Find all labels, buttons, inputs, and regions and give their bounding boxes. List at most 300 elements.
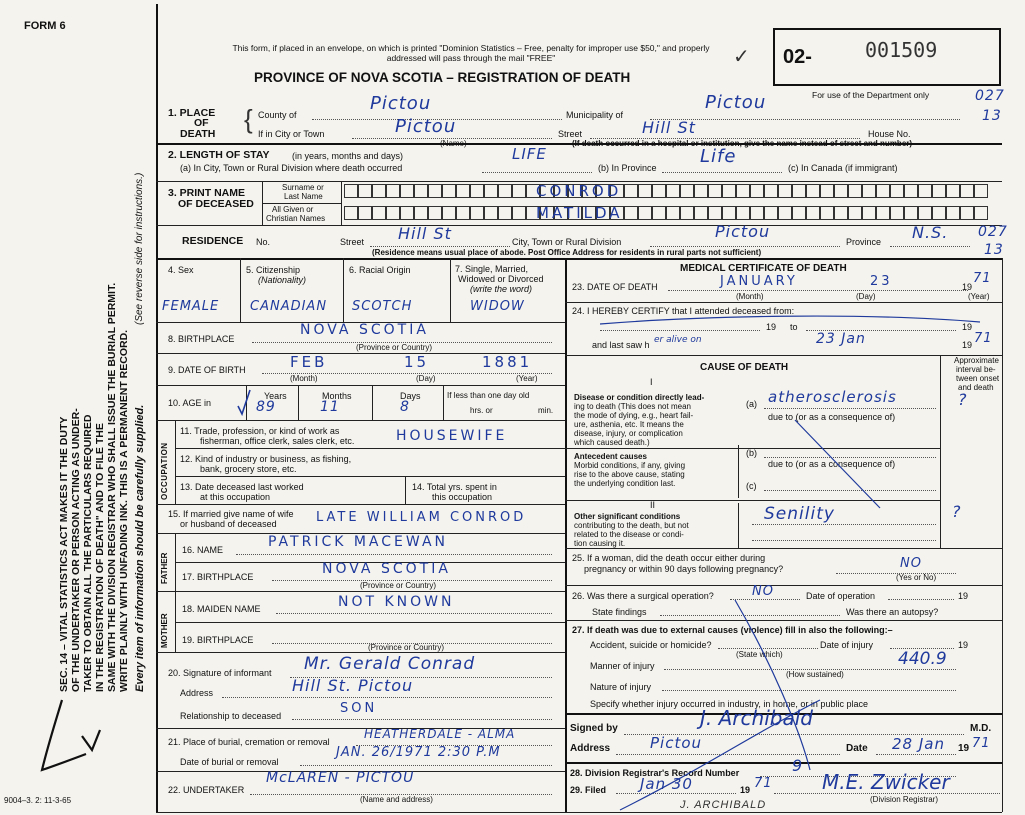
character-box [456, 206, 470, 220]
name-caption: (Name) [440, 139, 467, 148]
years-value: 89 [256, 399, 276, 415]
dotted-line [482, 172, 592, 173]
character-box [372, 184, 386, 198]
injury-19: 19 [958, 640, 969, 650]
cause-a-interval: ? [958, 390, 968, 409]
dept-code-1: 027 [975, 88, 1005, 104]
stay-a-value: LIFE [512, 145, 547, 163]
dob-year: 1881 [482, 353, 533, 371]
character-box [442, 206, 456, 220]
residence-note: (Residence means usual place of abode. Post Office Address for residents in rural parts not sufficient) [372, 248, 762, 257]
external-label: 27. If death was due to external causes (violence) fill in also the following:– [572, 625, 893, 635]
op-date-label: Date of operation [806, 591, 876, 601]
character-box [862, 184, 876, 198]
father-bp-value: NOVA SCOTIA [322, 561, 451, 577]
informant-rel-value: SON [340, 701, 378, 716]
cause-c-label: (c) [746, 481, 757, 491]
citizen-value: CANADIAN [250, 299, 328, 314]
yesno-caption: (Yes or No) [896, 573, 937, 582]
md-label: M.D. [970, 723, 992, 734]
surgery-label: 26. Was there a surgical operation? [572, 591, 714, 601]
roman-ii: II [650, 500, 656, 510]
character-box [960, 184, 974, 198]
reg-number: 001509 [865, 38, 938, 62]
birthplace-value: NOVA SCOTIA [300, 322, 429, 338]
disease-label-6: which caused death.) [574, 438, 650, 447]
character-box [792, 184, 806, 198]
dotted-line [662, 172, 782, 173]
dob-month-caption: (Month) [290, 374, 318, 383]
character-box [428, 206, 442, 220]
dotted-line [300, 765, 552, 766]
character-box [470, 184, 484, 198]
dod-year: 71 [973, 271, 992, 286]
surname-label-1: Surname or [282, 183, 324, 192]
character-box [820, 184, 834, 198]
rule [156, 591, 565, 592]
character-box [736, 184, 750, 198]
marital-label-3: (write the word) [470, 284, 533, 294]
physician-signature: J. Archibald [700, 706, 813, 730]
character-box [890, 184, 904, 198]
side-note: Every item of information should be carefully supplied. [134, 404, 146, 692]
informant-addr-label: Address [180, 688, 214, 698]
character-box [932, 206, 946, 220]
dotted-line [236, 554, 552, 555]
mother-maiden-label: 18. MAIDEN NAME [182, 604, 261, 614]
character-box [652, 206, 666, 220]
dept-use-label: For use of the Department only [812, 90, 930, 100]
sex-value: FEMALE [162, 299, 220, 314]
character-box [442, 184, 456, 198]
dob-month: FEB [290, 353, 328, 371]
injury-date-label: Date of injury [820, 640, 874, 650]
medical-title: MEDICAL CERTIFICATE OF DEATH [680, 263, 847, 274]
place-label-2: OF [194, 117, 209, 129]
dob-year-caption: (Year) [516, 374, 538, 383]
character-box [876, 206, 890, 220]
character-box [932, 184, 946, 198]
interval-4: and death [958, 383, 994, 392]
how-sustained-caption: (How sustained) [786, 670, 844, 679]
state-findings-label: State findings [592, 607, 647, 617]
character-box [484, 184, 498, 198]
dotted-line [668, 290, 968, 291]
father-name-label: 16. NAME [182, 545, 224, 555]
citizen-label-2: (Nationality) [258, 275, 307, 285]
months-label: Months [322, 391, 352, 401]
character-box [680, 184, 694, 198]
antecedent-label-4: the underlying condition last. [574, 479, 676, 488]
residence-no-label: No. [256, 237, 271, 247]
character-box [960, 206, 974, 220]
disease-label-4: ure, asthenia, etc. It means the [574, 420, 684, 429]
disease-label-1: Disease or condition directly lead- [574, 393, 705, 402]
character-box [428, 184, 442, 198]
other-interval: ? [952, 502, 962, 521]
character-box [764, 206, 778, 220]
lastsaw-label: and last saw h [592, 340, 650, 350]
due-to-a: due to (or as a consequence of) [768, 412, 896, 422]
street-value: Hill St [642, 118, 696, 137]
spouse-value: LATE WILLIAM CONROD [316, 510, 527, 525]
rule [156, 652, 565, 653]
occupation-side-label: OCCUPATION [160, 442, 169, 500]
interval-1: Approximate [954, 356, 999, 365]
rule [262, 203, 342, 204]
surname-value: CONROD [536, 182, 622, 200]
dept-code-4: 13 [984, 242, 1004, 258]
rule [156, 504, 565, 505]
rule [372, 385, 373, 420]
form-code: 9004–3. 2: 11-3-65 [4, 796, 72, 805]
cert-date-label: Date [846, 743, 868, 754]
character-box [358, 206, 372, 220]
house-label: House No. [868, 129, 911, 139]
name-label-1: 3. PRINT NAME [168, 187, 246, 199]
character-box [624, 184, 638, 198]
postal-notice: This form, if placed in an envelope, on which is printed "Dominion Statistics – Free, penalty for improper use $50," and properly addressed will pass through the mail "FREE" [232, 43, 710, 63]
physician-address-label: Address [570, 743, 611, 754]
rule [298, 385, 299, 420]
rule [405, 476, 406, 504]
rule [175, 591, 176, 652]
character-box [946, 206, 960, 220]
side-instruction-2: OF THE UNDERTAKER OR PERSON ACTING AS UNDER- [70, 408, 82, 692]
character-box [666, 184, 680, 198]
character-box [694, 206, 708, 220]
occ-14-label-1: 14. Total yrs. spent in [412, 482, 497, 492]
street-label: Street [558, 129, 583, 139]
rule [156, 225, 1002, 226]
character-box [694, 184, 708, 198]
character-box [652, 184, 666, 198]
reg-prefix: 02- [783, 46, 812, 68]
character-box [708, 184, 722, 198]
nature-label: Nature of injury [590, 682, 652, 692]
given-value: MATILDA [536, 204, 623, 222]
woman-value: NO [900, 556, 922, 571]
dob-day: 15 [404, 353, 430, 371]
stay-b-label: (b) In Province [598, 163, 657, 173]
certify-19a: 19 [766, 322, 777, 332]
dod-year-prefix: 19 [962, 282, 973, 292]
character-box [372, 206, 386, 220]
character-box [792, 206, 806, 220]
days-label: Days [400, 391, 421, 401]
marital-label-2: Widowed or Divorced [458, 274, 544, 284]
mother-bp-label: 19. BIRTHPLACE [182, 635, 254, 645]
character-box [918, 206, 932, 220]
character-box [848, 206, 862, 220]
character-box [470, 206, 484, 220]
side-instruction-5: SAME WITH THE DIVISION REGISTRAR WHO SHALL ISSUE THE BURIAL PERMIT. [106, 282, 118, 692]
dotted-line [650, 246, 840, 247]
occ-11-label-2: fisherman, office clerk, sales clerk, etc. [200, 436, 355, 446]
disease-label-2: ing to death (This does not mean [574, 402, 691, 411]
place-label-3: DEATH [180, 128, 216, 140]
dod-month-caption: (Month) [736, 292, 764, 301]
father-name-value: PATRICK MACEWAN [268, 534, 449, 550]
certify-to: to [790, 322, 798, 332]
burial-date-label: Date of burial or removal [180, 757, 279, 767]
dod-label: 23. DATE OF DEATH [572, 282, 658, 292]
cert-date-19: 19 [958, 743, 970, 754]
days-value: 8 [400, 399, 410, 415]
mother-side-label: MOTHER [160, 613, 169, 648]
dotted-line [650, 119, 960, 120]
father-bp-label: 17. BIRTHPLACE [182, 572, 254, 582]
place-brace: { [244, 104, 253, 134]
character-box [680, 206, 694, 220]
stay-b-value: Life [700, 146, 737, 167]
age-label: 10. AGE in [168, 398, 212, 408]
residence-label: RESIDENCE [182, 235, 244, 247]
character-box [512, 184, 526, 198]
certify-label: 24. I HEREBY CERTIFY that I attended deceased from: [572, 306, 795, 316]
character-box [778, 184, 792, 198]
undertaker-label: 22. UNDERTAKER [168, 785, 245, 795]
other-label-4: tion causing it. [574, 539, 626, 548]
occ-14-label-2: this occupation [432, 492, 493, 502]
mother-bp-caption: (Province or Country) [368, 643, 445, 652]
cert-date-year: 71 [972, 736, 991, 751]
character-box [708, 206, 722, 220]
name-label-2: OF DECEASED [178, 198, 254, 210]
specify-label: Specify whether injury occurred in industry, in home, or in public place [590, 699, 868, 709]
mother-maiden-value: NOT KNOWN [338, 594, 455, 610]
dod-day: 23 [870, 274, 893, 289]
character-box [764, 184, 778, 198]
disease-label-5: disease, injury, or complication [574, 429, 683, 438]
dotted-line [370, 246, 510, 247]
character-box [498, 206, 512, 220]
margin-signature-mark [34, 690, 104, 780]
interval-2: interval be- [956, 365, 996, 374]
given-label-2: Christian Names [266, 214, 326, 223]
check-mark: ✓ [733, 46, 750, 68]
state-which-caption: (State which) [736, 650, 783, 659]
character-box [344, 184, 358, 198]
residence-street-value: Hill St [398, 224, 452, 243]
character-box [834, 184, 848, 198]
character-box [414, 206, 428, 220]
surgery-value: NO [752, 584, 774, 599]
woman-label-2: pregnancy or within 90 days following pregnancy? [584, 564, 784, 574]
stay-a-label: (a) In City, Town or Rural Division where death occurred [180, 163, 403, 173]
form-title: PROVINCE OF NOVA SCOTIA – REGISTRATION OF DEATH [254, 70, 631, 85]
dept-code-3: 027 [978, 224, 1008, 240]
residence-city-value: Pictou [715, 222, 771, 241]
burial-place-label: 21. Place of burial, cremation or removal [168, 737, 330, 747]
side-instruction-3: TAKER TO OBTAIN ALL THE PARTICULARS REQUIRED [82, 414, 94, 692]
filed-year: 71 [754, 776, 773, 791]
division-registrar-caption: (Division Registrar) [870, 795, 939, 804]
months-value: 11 [320, 399, 340, 415]
rule [343, 258, 344, 322]
rule [156, 385, 565, 386]
residence-city-label: City, Town or Rural Division [512, 237, 622, 247]
filed-value: Jan 30 [640, 775, 693, 793]
character-box [400, 184, 414, 198]
character-box [890, 206, 904, 220]
racial-label: 6. Racial Origin [349, 265, 411, 275]
roman-i: I [650, 377, 653, 387]
side-instruction-1: SEC. 14 – VITAL STATISTICS ACT MAKES IT THE DUTY [58, 416, 70, 692]
record-number-label: 28. Division Registrar's Record Number [570, 768, 740, 778]
character-box [876, 184, 890, 198]
character-box [946, 184, 960, 198]
occ-12-label-2: bank, grocery store, etc. [200, 464, 297, 474]
dotted-line [292, 719, 552, 720]
father-side-label: FATHER [160, 552, 169, 584]
manner-label: Manner of injury [590, 661, 655, 671]
rule [175, 622, 565, 623]
character-box [834, 206, 848, 220]
undertaker-value: McLAREN - PICTOU [266, 770, 415, 786]
spouse-label-1: 15. If married give name of wife [168, 509, 294, 519]
cause-a-value: atherosclerosis [768, 388, 897, 406]
character-box [484, 206, 498, 220]
character-box [386, 184, 400, 198]
spouse-label-2: or husband of deceased [180, 519, 277, 529]
record-number-value: 9 [792, 756, 804, 775]
side-instruction-6: WRITE PLAINLY WITH UNFADING INK. THIS IS A PERMANENT RECORD. [118, 329, 130, 692]
rule [156, 258, 1002, 260]
undertaker-caption: (Name and address) [360, 795, 433, 804]
rule [240, 258, 241, 322]
side-note-reverse: (See reverse side for instructions.) [134, 172, 145, 325]
character-box [974, 206, 988, 220]
dod-month: JANUARY [720, 274, 798, 289]
dotted-line [276, 613, 552, 614]
character-box [344, 206, 358, 220]
character-box [904, 206, 918, 220]
rule [443, 385, 444, 420]
lessday-hrs: hrs. or [470, 406, 493, 415]
hospital-note: (If death occurred in a hospital or institution, give the name instead of street and number) [572, 139, 913, 148]
dod-day-caption: (Day) [856, 292, 876, 301]
character-box [624, 206, 638, 220]
place-label-1: 1. PLACE [168, 107, 216, 119]
due-to-b: due to (or as a consequence of) [768, 459, 896, 469]
residence-street-label: Street [340, 237, 365, 247]
other-label-3: related to the disease or condi- [574, 530, 684, 539]
burial-place-value: HEATHERDALE - ALMA [364, 727, 516, 741]
dob-label: 9. DATE OF BIRTH [168, 365, 246, 375]
occ-12-label-1: 12. Kind of industry or business, as fishing, [180, 454, 352, 464]
informant-sig-label: 20. Signature of informant [168, 668, 272, 678]
father-bp-caption: (Province or Country) [360, 581, 437, 590]
character-box [862, 206, 876, 220]
woman-label-1: 25. If a woman, did the death occur either during [572, 553, 766, 563]
character-box [722, 206, 736, 220]
filed-19: 19 [740, 785, 751, 795]
rule [175, 448, 565, 449]
county-label: County of [258, 110, 297, 120]
marital-value: WIDOW [470, 299, 525, 314]
character-box [722, 184, 736, 198]
dept-code-2: 13 [982, 108, 1002, 124]
character-box [358, 184, 372, 198]
occ-11-label-1: 11. Trade, profession, or kind of work as [180, 426, 340, 436]
character-box [820, 206, 834, 220]
residence-province-label: Province [846, 237, 882, 247]
pen-strokes [560, 300, 1020, 815]
surname-label-2: Last Name [284, 192, 323, 201]
op-19: 19 [958, 591, 969, 601]
municipality-value: Pictou [705, 92, 767, 113]
lessday-label: If less than one day old [447, 391, 530, 400]
character-box [806, 184, 820, 198]
character-box [750, 206, 764, 220]
physician-address-value: Pictou [650, 734, 703, 752]
accident-label: Accident, suicide or homicide? [590, 640, 712, 650]
burial-date-value: JAN. 26/1971 2:30 P.M [336, 745, 501, 760]
division-registrar-signature: M.E. Zwicker [822, 770, 950, 794]
registration-number-box [773, 28, 1001, 86]
character-box [638, 206, 652, 220]
character-box [666, 206, 680, 220]
other-value: Senility [764, 504, 835, 524]
character-box [498, 184, 512, 198]
character-box [904, 184, 918, 198]
lastsaw-year: 71 [974, 331, 993, 346]
sex-label: 4. Sex [168, 265, 194, 275]
character-box [400, 206, 414, 220]
cause-b-label: (b) [746, 448, 757, 458]
age-check-mark [234, 386, 254, 418]
dob-day-caption: (Day) [416, 374, 436, 383]
certify-19b: 19 [962, 322, 973, 332]
character-box [736, 206, 750, 220]
occ-11-value: HOUSEWIFE [396, 428, 508, 444]
disease-label-3: the mode of dying, e.g., heart fail- [574, 411, 694, 420]
lastsaw-value: er alive on [654, 335, 702, 345]
birthplace-label: 8. BIRTHPLACE [168, 334, 235, 344]
birthplace-caption: (Province or Country) [356, 343, 433, 352]
form-label: FORM 6 [24, 20, 66, 32]
filed-label: 29. Filed [570, 785, 607, 795]
character-box [974, 184, 988, 198]
occ-13-label-2: at this occupation [200, 492, 271, 502]
other-label-1: Other significant conditions [574, 512, 681, 521]
side-instruction-4: IN THE REGISTRATION OF DEATH" AND TO FILE THE [94, 423, 106, 692]
character-box [414, 184, 428, 198]
rule [175, 476, 565, 477]
antecedent-label-3: rise to the above cause, stating [574, 470, 685, 479]
signed-label: Signed by [570, 723, 618, 734]
residence-province-value: N.S. [912, 223, 949, 242]
stay-sub: (in years, months and days) [292, 151, 404, 161]
lastsaw-19: 19 [962, 340, 973, 350]
dod-year-caption: (Year) [968, 292, 990, 301]
antecedent-label-1: Antecedent causes [574, 452, 647, 461]
rule [450, 258, 451, 322]
given-label-1: All Given or [272, 205, 314, 214]
racial-value: SCOTCH [352, 299, 413, 314]
rule [156, 420, 565, 421]
character-box [750, 184, 764, 198]
dotted-line [222, 697, 552, 698]
stay-label: 2. LENGTH OF STAY [168, 149, 270, 161]
character-box [386, 206, 400, 220]
informant-addr-value: Hill St. Pictou [292, 676, 414, 695]
character-box [456, 184, 470, 198]
rule [175, 533, 176, 591]
citizen-label-1: 5. Citizenship [246, 265, 301, 275]
character-box [918, 184, 932, 198]
